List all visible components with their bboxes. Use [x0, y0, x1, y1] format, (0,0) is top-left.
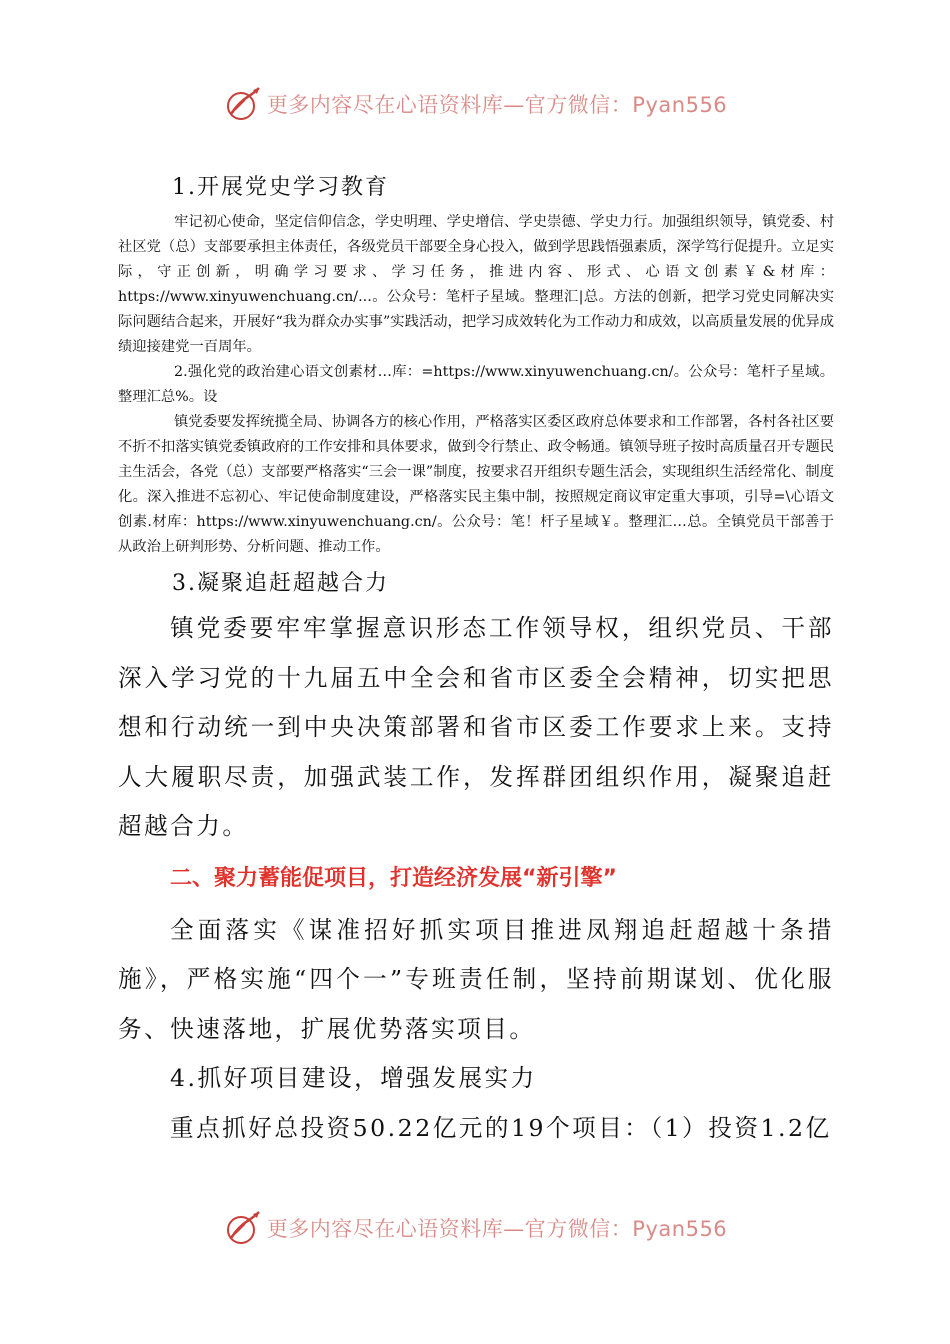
- paragraph-3: 镇党委要发挥统揽全局、协调各方的核心作用，严格落实区委区政府总体要求和工作部署，各村各社区要不折不扣落实镇党委镇政府的工作安排和具体要求，做到令行禁止、政令畅通。镇领导班子按时高质量召开专题民主生活会，各党（总）支部要严格落实“三会一课”制度，按要求召开组织专题生活会，实现组织生活经常化、制度化。深入推进不忘初心、牢记使命制度建设，严格落实民主集中制，按照规定商议审定重大事项，引导=\心语文创素.材库：https://www.xinyuwenchuang.cn/。公众号：笔！杆子星域￥。整理汇…总。全镇党员干部善于从政治上研判形势、分析问题、推动工作。: [118, 414, 834, 555]
- paragraph-5: 全面落实《谋准招好抓实项目推进凤翔追赶超越十条措施》，严格实施“四个一”专班责任制，坚持前期谋划、优化服务、快速落地，扩展优势落实项目。: [118, 915, 834, 1043]
- pen-logo-icon: [223, 84, 263, 124]
- section-heading-4: 4.抓好项目建设，增强发展实力: [170, 1064, 537, 1092]
- paragraph-6: 重点抓好总投资50.22亿元的19个项目：（1）投资1.2亿: [170, 1113, 832, 1142]
- footer-watermark-banner: [0, 1208, 950, 1248]
- banner-text: 更多内容尽在心语资料库—官方微信：Pyan556: [266, 1217, 728, 1241]
- banner-text: 更多内容尽在心语资料库—官方微信：Pyan556: [266, 93, 728, 117]
- section-heading-3: 3.凝聚追赶超越合力: [172, 571, 389, 596]
- header-watermark-banner: [0, 84, 950, 124]
- section-heading-1: 1.开展党史学习教育: [172, 175, 389, 200]
- paragraph-2: 2.强化党的政治建心语文创素材…库：=https://www.xinyuwenchuang.cn/。公众号：笔杆子星域。整理汇总%。设: [118, 364, 834, 405]
- paragraph-1: 牢记初心使命，坚定信仰信念，学史明理、学史增信、学史崇德、学史力行。加强组织领导，镇党委、村社区党（总）支部要承担主体责任，各级党员干部要全身心投入，做到学思践悟强素质，深学笃行促提升。立足实际，守正创新，明确学习要求、学习任务，推进内容、形式、心语文创素￥&材库：https://www.xinyuwenchuang.cn/...。公众号：笔杆子星域。整理汇|总。方法的创新，把学习党史同解决实际问题结合起来，开展好“我为群众办实事”实践活动，把学习成效转化为工作动力和成效，以高质量发展的优异成绩迎接建党一百周年。: [118, 214, 834, 355]
- red-section-heading: 二、聚力蓄能促项目，打造经济发展“新引擎”: [170, 865, 617, 891]
- document-body: [118, 168, 834, 1153]
- pen-logo-icon: [223, 1208, 263, 1248]
- paragraph-4: 镇党委要牢牢掌握意识形态工作领导权，组织党员、干部深入学习党的十九届五中全会和省市区委全会精神，切实把思想和行动统一到中央决策部署和省市区委工作要求上来。支持人大履职尽责，加强武装工作，发挥群团组织作用，凝聚追赶超越合力。: [118, 614, 834, 840]
